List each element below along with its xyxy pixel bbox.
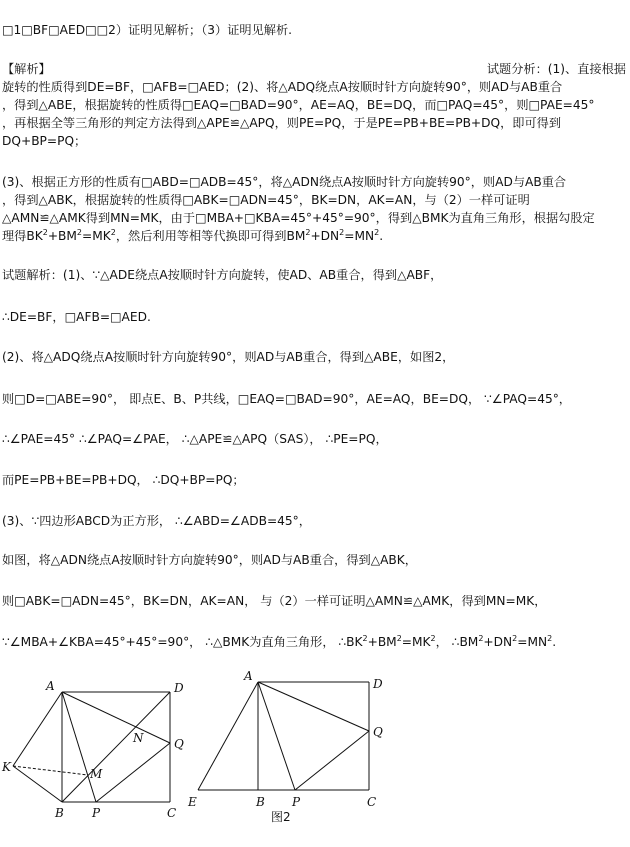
jiexi-label: 【解析】 [2,62,51,76]
fig1-segment-aq [62,692,170,743]
fig2-segment-pq [295,731,369,790]
solution-line: 则□D=□ABE=90°， 即点E、B、P共线，□EAQ=□BAD=90°，AE=AQ，BE=DQ， ∵∠PAQ=45°， [2,392,571,406]
fig1-label-k: K [2,760,11,774]
fig2-label-q: Q [373,725,383,739]
fig2-segment-aq [258,682,369,731]
fig1-label-n: N [133,731,144,745]
analysis-line: ，得到△ABE，根据旋转的性质得□EAQ=□BAD=90°，AE=AQ，BE=DQ，而□PAQ=45°，则□PAE=45° [2,98,595,112]
solution-line: 试题解析：(1)、∵△ADE绕点A按顺时针方向旋转，使AD、AB重合，得到△ABF， [2,268,443,282]
fig1-label-m: M [90,767,103,781]
solution-line: (3)、∵四边形ABCD为正方形， ∴∠ABD=∠ADB=45°， [2,514,311,528]
fig2-label-p: P [292,795,301,809]
fig2-segment-ap [258,682,295,790]
fig2-label-e: E [188,795,197,809]
analysis-line: ，再根据全等三角形的判定方法得到△APE≌△APQ，则PE=PQ，于是PE=PB+BE=PB+DQ，即可得到 [2,116,562,130]
analysis-line: DQ+BP=PQ； [2,134,87,148]
fig1-label-c: C [167,806,177,820]
fig2-label-b: B [256,795,265,809]
solution-line: 而PE=PB+BE=PB+DQ， ∴DQ+BP=PQ； [2,473,245,487]
analysis-line: ，得到△ABK，根据旋转的性质得□ABK=□ADN=45°，BK=DN，AK=AN，与（2）一样可证明 [2,193,530,207]
solution-line: ∵∠MBA+∠KBA=45°+45°=90°， ∴△BMK为直角三角形， $\therefore BK^2+BM^2=MK^2$， $\therefore BM^2+DN^2=MN^2$. [2,633,557,649]
analysis-line: 旋转的性质得到DE=BF，□AFB=□AED；(2)、将△ADQ绕点A按顺时针方向旋转90°，则AD与AB重合 [2,80,563,94]
analysis-intro: 试题分析：(1)、直接根据 [486,62,626,76]
fig2-segment-ae [198,682,258,790]
solution-line: 则□ABK=□ADN=45°，BK=DN，AK=AN， 与（2）一样可证明△AMN≌△AMK，得到MN=MK， [2,594,547,608]
fig1-segment-pq [96,743,170,802]
analysis-line: (3)、根据正方形的性质有□ABD=□ADB=45°，将△ADN绕点A按顺时针方向旋转90°，则AD与AB重合 [2,175,567,189]
fig1-segment-ap [62,692,96,802]
fig1-label-b: B [55,806,64,820]
figure-2 [186,668,396,838]
solution-line: ∴∠PAE=45° ∴∠PAQ=∠PAE， ∴△APE≌△APQ（SAS）， ∴PE=PQ， [2,432,388,446]
fig1-label-q: Q [174,737,184,751]
analysis-line: 理得$BK^2+BM^2=MK^2$，然后利用等相等代换即可得到$BM^2+DN^2=MN^2$. [2,227,384,243]
fig1-label-a: A [46,679,55,693]
fig1-segment-ak [13,692,62,766]
fig2-caption: 图2 [271,810,291,824]
fig2-label-a: A [244,669,253,683]
solution-line: ∴DE=BF，□AFB=□AED. [2,310,151,324]
fig2-label-d: D [373,677,383,691]
figure-1 [0,672,210,822]
fig1-label-d: D [174,681,184,695]
analysis-line: △AMN≌△AMK得到MN=MK，由于□MBA+□KBA=45°+45°=90°，得到△BMK为直角三角形，根据勾股定 [2,211,595,225]
fig2-label-c: C [367,795,377,809]
fig1-label-p: P [92,806,101,820]
answer-line: □1□BF□AED□□2）证明见解析；（3）证明见解析. [2,23,293,37]
solution-line: 如图，将△ADN绕点A按顺时针方向旋转90°，则AD与AB重合，得到△ABK， [2,553,417,567]
solution-line: (2)、将△ADQ绕点A按顺时针方向旋转90°，则AD与AB重合，得到△ABE，如图2， [2,350,455,364]
